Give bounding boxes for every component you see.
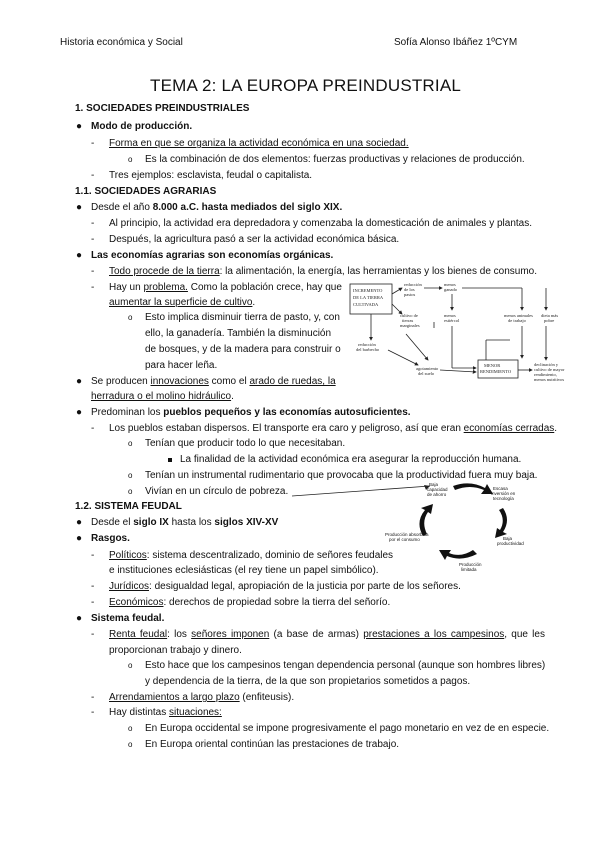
diag-label: tierras (402, 318, 414, 323)
dash-icon: - (91, 692, 95, 703)
header-right: Sofía Alonso Ibáñez 1ºCYM (394, 37, 518, 48)
list-item: Tres ejemplos: esclavista, feudal o capitalista. (109, 170, 313, 181)
cycle-arrow-right (495, 508, 507, 538)
list-item: Predominan los pueblos pequeños y las economías autosuficientes. (91, 407, 411, 418)
diag-label: agotamiento (416, 366, 439, 371)
list-item: Forma en que se organiza la actividad económica en una sociedad. (109, 138, 409, 149)
diag-label: del barbecho (356, 347, 380, 352)
subsection-heading: 1.1. SOCIEDADES AGRARIAS (75, 186, 217, 197)
list-item: Hay un problema. Como la población crece, hay que (109, 282, 342, 293)
cycle-label: limitada (461, 567, 477, 572)
header-left: Historia económica y Social (60, 37, 183, 48)
diag-label: menos animales (504, 313, 533, 318)
page-title: TEMA 2: LA EUROPA PREINDUSTRIAL (150, 76, 462, 95)
list-item: Después, la agricultura pasó a ser la actividad económica básica. (109, 234, 400, 245)
list-item: Se producen innovaciones como el arado de ruedas, la (91, 376, 336, 387)
diag-label: dieta más (541, 313, 559, 318)
poverty-cycle-diagram (385, 478, 535, 578)
list-item: Tenían un instrumental rudimentario que provocaba que la productividad fuera muy baja. (145, 470, 538, 481)
circle-bullet-icon: o (128, 155, 133, 164)
list-item: En Europa oriental continúan las prestaciones de trabajo. (145, 739, 400, 750)
cycle-label: capacidad (427, 487, 448, 492)
diag-label: de los (404, 287, 415, 292)
diag-label: ganado (444, 287, 457, 292)
list-item: Desde el año 8.000 a.C. hasta mediados del siglo XIX. (91, 202, 343, 213)
cycle-label: inversión en (491, 491, 516, 496)
dash-icon: - (91, 170, 95, 181)
list-item: Es la combinación de dos elementos: fuerzas productivas y relaciones de producción. (145, 154, 525, 165)
diag-label: de trabajo (508, 318, 526, 323)
cycle-label: por el consumo (389, 537, 420, 542)
dash-icon: - (91, 218, 95, 229)
diag-label: cultivo de mayor (534, 367, 565, 372)
diag-label: INCREMENTO (353, 288, 383, 293)
list-item-continuation: e instituciones eclesiásticas (el rey tiene un papel simbólico). (109, 565, 379, 576)
list-item: Económicos: derechos de propiedad sobre la tierra del señorío. (109, 597, 391, 608)
circle-bullet-icon: o (128, 487, 133, 496)
cycle-label: Producción (459, 562, 482, 567)
cycle-label: tecnología (493, 496, 514, 501)
section-heading: 1. SOCIEDADES PREINDUSTRIALES (75, 103, 250, 114)
dash-icon: - (91, 138, 95, 149)
dash-icon: - (91, 423, 95, 434)
dash-icon: - (91, 550, 95, 561)
diag-label: menos (444, 313, 456, 318)
list-item: Jurídicos: desigualdad legal, apropiación de la justicia por parte de los señores. (109, 581, 461, 592)
list-item: Vivían en un círculo de pobreza. (145, 486, 289, 497)
list-item: Sistema feudal. (91, 613, 165, 624)
list-item: Hay distintas situaciones: (109, 707, 222, 718)
diag-label: rendimiento, (534, 372, 557, 377)
bullet-icon: ● (76, 517, 83, 528)
list-item-continuation: ello, la ganadería. También la disminución (145, 328, 332, 339)
cycle-label: Escasa (493, 486, 508, 491)
diag-label: menos (444, 282, 456, 287)
bullet-icon: ● (76, 202, 83, 213)
dash-icon: - (91, 282, 95, 293)
list-item: Las economías agrarias son economías orgánicas. (91, 250, 334, 261)
dash-icon: - (91, 234, 95, 245)
list-item: Esto hace que los campesinos tengan dependencia personal (aunque son hombres libres) (145, 660, 546, 671)
circle-bullet-icon: o (128, 724, 133, 733)
diag-label: CULTIVADA (353, 302, 379, 307)
subsection-heading: 1.2. SISTEMA FEUDAL (75, 501, 182, 512)
diag-label: menos nutritivos (534, 377, 565, 382)
list-item: Desde el siglo IX hasta los siglos XIV-XV (91, 517, 279, 528)
diag-label: cultivo de (400, 313, 418, 318)
list-item: Políticos: sistema descentralizado, dominio de señores feudales (109, 550, 394, 561)
list-item-continuation: proporcionan trabajo y dinero. (109, 645, 242, 656)
dash-icon: - (91, 581, 95, 592)
list-item: Modo de producción. (91, 121, 193, 132)
list-item: Renta feudal: los señores imponen (a base de armas) prestaciones a los campesinos, que les (109, 629, 545, 640)
list-item: La finalidad de la actividad económica era asegurar la reproducción humana. (180, 454, 522, 465)
list-item-continuation: herradura o el molino hidráulico. (91, 391, 234, 402)
cycle-label: productividad (497, 541, 524, 546)
list-item-continuation: para hacer leña. (145, 360, 218, 371)
cycle-arrow-bottom (439, 550, 477, 560)
circle-bullet-icon: o (128, 471, 133, 480)
list-item: Al principio, la actividad era depredadora y comenzaba la domesticación de animales y plantas. (109, 218, 533, 229)
circle-bullet-icon: o (128, 740, 133, 749)
diag-label: reducción (358, 342, 376, 347)
diag-label: marginales (400, 323, 420, 328)
cycle-label: Baja (429, 482, 439, 487)
list-item: Todo procede de la tierra: la alimentación, la energía, las herramientas y los bienes de consumo. (109, 266, 538, 277)
dash-icon: - (91, 629, 95, 640)
diag-label: pastos (404, 292, 416, 297)
diag-label: declinación y (534, 362, 559, 367)
bullet-icon: ● (76, 376, 83, 387)
diag-label: pobre (544, 318, 555, 323)
list-item: Arrendamientos a largo plazo (enfiteusis). (109, 692, 295, 703)
diag-label: reducción (404, 282, 422, 287)
bullet-icon: ● (76, 407, 83, 418)
bullet-icon: ● (76, 250, 83, 261)
list-item-continuation: y dependencia de la tierra, de la que son propietarios sometidos a pagos. (145, 676, 471, 687)
list-item-continuation: aumentar la superficie de cultivo. (109, 297, 256, 308)
list-item: Los pueblos estaban dispersos. El transporte era caro y peligroso, así que eran economías cerradas. (109, 423, 558, 434)
dash-icon: - (91, 707, 95, 718)
list-item: Esto implica disminuir tierra de pasto, y, con (145, 312, 340, 323)
circle-bullet-icon: o (128, 661, 133, 670)
cycle-label: Producción absorbida (385, 532, 429, 537)
bullet-icon: ● (76, 613, 83, 624)
list-item-continuation: de bosques, y de la madera para construir o (145, 344, 341, 355)
list-item: En Europa occidental se impone progresivamente el pago monetario en vez de en especie. (145, 723, 550, 734)
diag-label: del suelo (418, 371, 435, 376)
list-item: Tenían que producir todo lo que necesitaban. (145, 438, 346, 449)
cycle-label: de ahorro (427, 492, 447, 497)
dash-icon: - (91, 266, 95, 277)
bullet-icon: ● (76, 121, 83, 132)
square-bullet-icon (168, 458, 172, 462)
diag-label: DE LA TIERRA (353, 295, 384, 300)
list-item: Rasgos. (91, 533, 130, 544)
diag-label: estiércol (444, 318, 460, 323)
bullet-icon: ● (76, 533, 83, 544)
circle-bullet-icon: o (128, 313, 133, 322)
circle-bullet-icon: o (128, 439, 133, 448)
cycle-arrow-top (453, 483, 493, 494)
cycle-label: Baja (503, 536, 513, 541)
diag-label: MENOR (484, 363, 501, 368)
agrarian-flow-diagram (346, 280, 568, 386)
dash-icon: - (91, 597, 95, 608)
diag-label: RENDIMIENTO (480, 369, 512, 374)
